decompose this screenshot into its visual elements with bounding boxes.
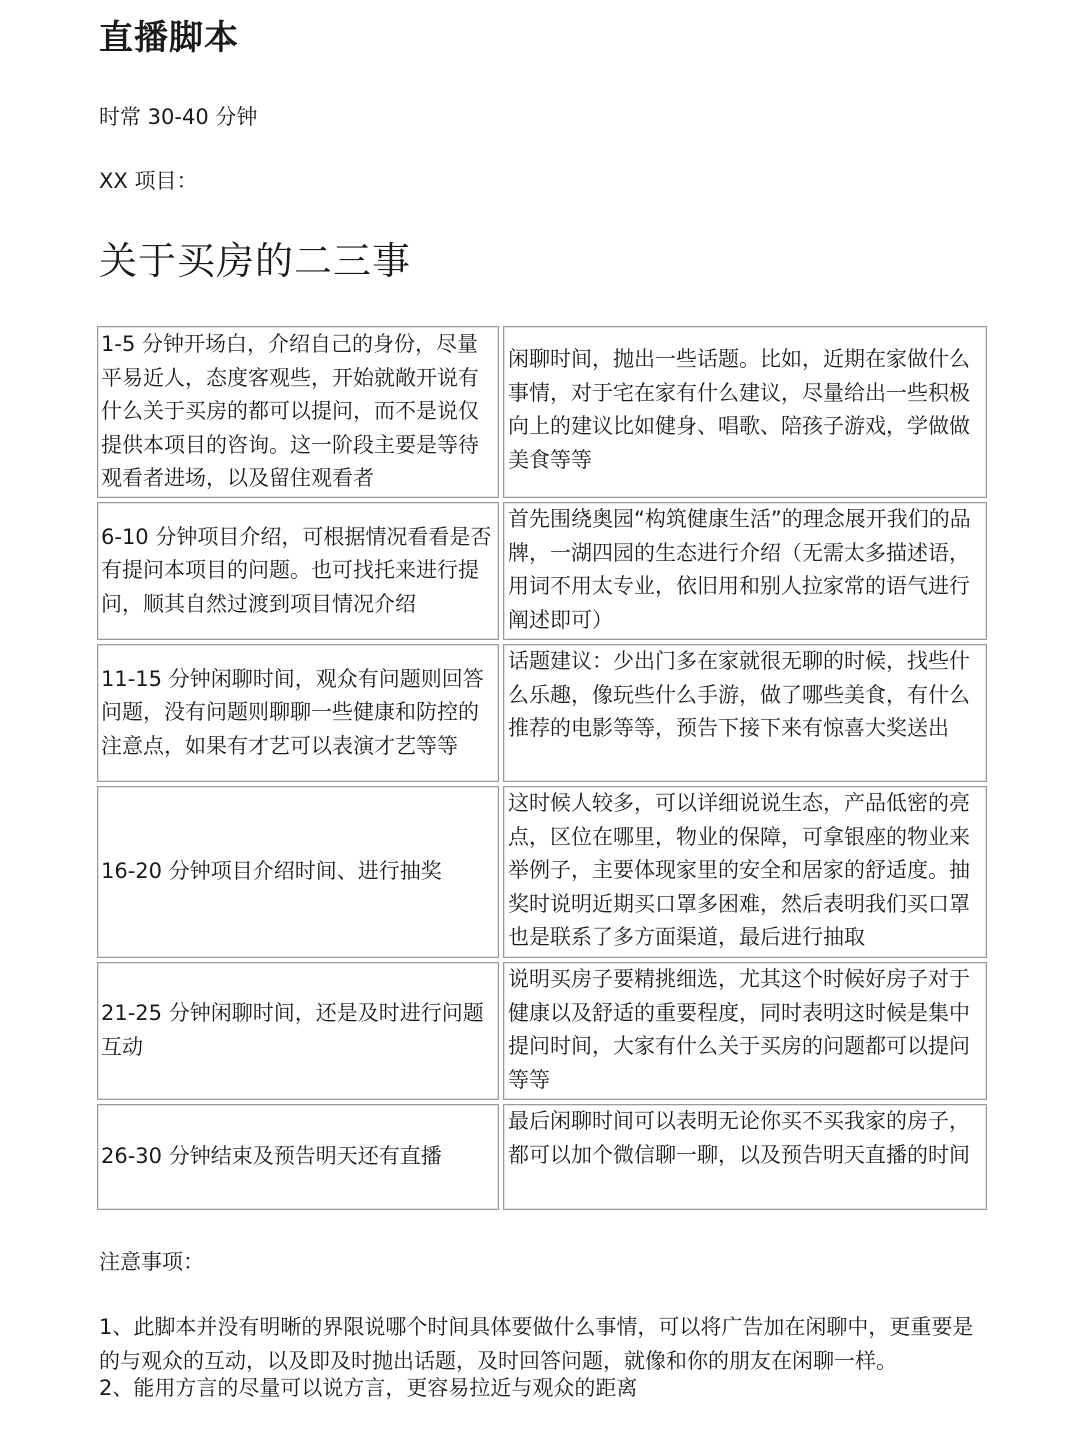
note-item: 1、此脚本并没有明晰的界限说哪个时间具体要做什么事情，可以将广告加在闲聊中，更重要是的与观众的互动，以及即及时抛出话题，及时回答问题，就像和你的朋友在闲聊一样。 bbox=[99, 1315, 974, 1373]
cell-text: 26-30 分钟结束及预告明天还有直播 bbox=[101, 1144, 442, 1169]
note-item: 2、能用方言的尽量可以说方言，更容易拉近与观众的距离 bbox=[99, 1376, 638, 1400]
table-cell-time bbox=[97, 786, 499, 958]
duration-line: 时常 30-40 分钟 bbox=[99, 105, 258, 129]
table-cell-time bbox=[97, 326, 499, 498]
table-cell-details bbox=[503, 1104, 987, 1210]
cell-text: 6-10 分钟项目介绍，可根据情况看看是否有提问本项目的问题。也可找托来进行提问，顺其自然过渡到项目情况介绍 bbox=[101, 524, 492, 616]
table-cell-time bbox=[97, 962, 499, 1100]
cell-text: 这时候人较多，可以详细说说生态，产品低密的亮点，区位在哪里，物业的保障，可拿银座的物业来举例子，主要体现家里的安全和居家的舒适度。抽奖时说明近期买口罩多困难，然后表明我们买口罩也是联系了多方面渠道，最后进行抽取 bbox=[508, 791, 970, 950]
table-cell-details bbox=[503, 644, 987, 782]
table-cell-time bbox=[97, 1104, 499, 1210]
notes-title: 注意事项： bbox=[99, 1250, 204, 1274]
document-title: 直播脚本 bbox=[99, 18, 239, 58]
table-cell-details bbox=[503, 326, 987, 498]
cell-text: 21-25 分钟闲聊时间，还是及时进行问题互动 bbox=[101, 1001, 484, 1059]
cell-text: 说明买房子要精挑细选，尤其这个时候好房子对于健康以及舒适的重要程度，同时表明这时候是集中提问时间，大家有什么关于买房的问题都可以提问等等 bbox=[508, 967, 970, 1092]
section-heading: 关于买房的二三事 bbox=[99, 239, 412, 283]
project-label: XX 项目： bbox=[99, 169, 198, 193]
table-cell-details bbox=[503, 786, 987, 958]
table-cell-details bbox=[503, 502, 987, 640]
cell-text: 最后闲聊时间可以表明无论你买不买我家的房子，都可以加个微信聊一聊，以及预告明天直播的时间 bbox=[508, 1109, 970, 1167]
cell-text: 首先围绕奥园“构筑健康生活”的理念展开我们的品牌，一湖四园的生态进行介绍（无需太多描述语，用词不用太专业，依旧用和别人拉家常的语气进行阐述即可） bbox=[508, 507, 971, 632]
cell-text: 话题建议：少出门多在家就很无聊的时候，找些什么乐趣，像玩些什么手游，做了哪些美食，有什么推荐的电影等等，预告下接下来有惊喜大奖送出 bbox=[508, 649, 970, 741]
table-cell-details bbox=[503, 962, 987, 1100]
table-cell-time bbox=[97, 644, 499, 782]
cell-text: 16-20 分钟项目介绍时间、进行抽奖 bbox=[101, 859, 442, 884]
cell-text: 11-15 分钟闲聊时间，观众有问题则回答问题，没有问题则聊聊一些健康和防控的注意点，如果有才艺可以表演才艺等等 bbox=[101, 666, 484, 758]
cell-text: 1-5 分钟开场白，介绍自己的身份，尽量平易近人，态度客观些，开始就敞开说有什么关于买房的都可以提问，而不是说仅提供本项目的咨询。这一阶段主要是等待观看者进场，以及留住观看者 bbox=[101, 332, 479, 491]
table-cell-time bbox=[97, 502, 499, 640]
cell-text: 闲聊时间，抛出一些话题。比如，近期在家做什么事情，对于宅在家有什么建议，尽量给出一些积极向上的建议比如健身、唱歌、陪孩子游戏，学做做美食等等 bbox=[508, 347, 970, 472]
